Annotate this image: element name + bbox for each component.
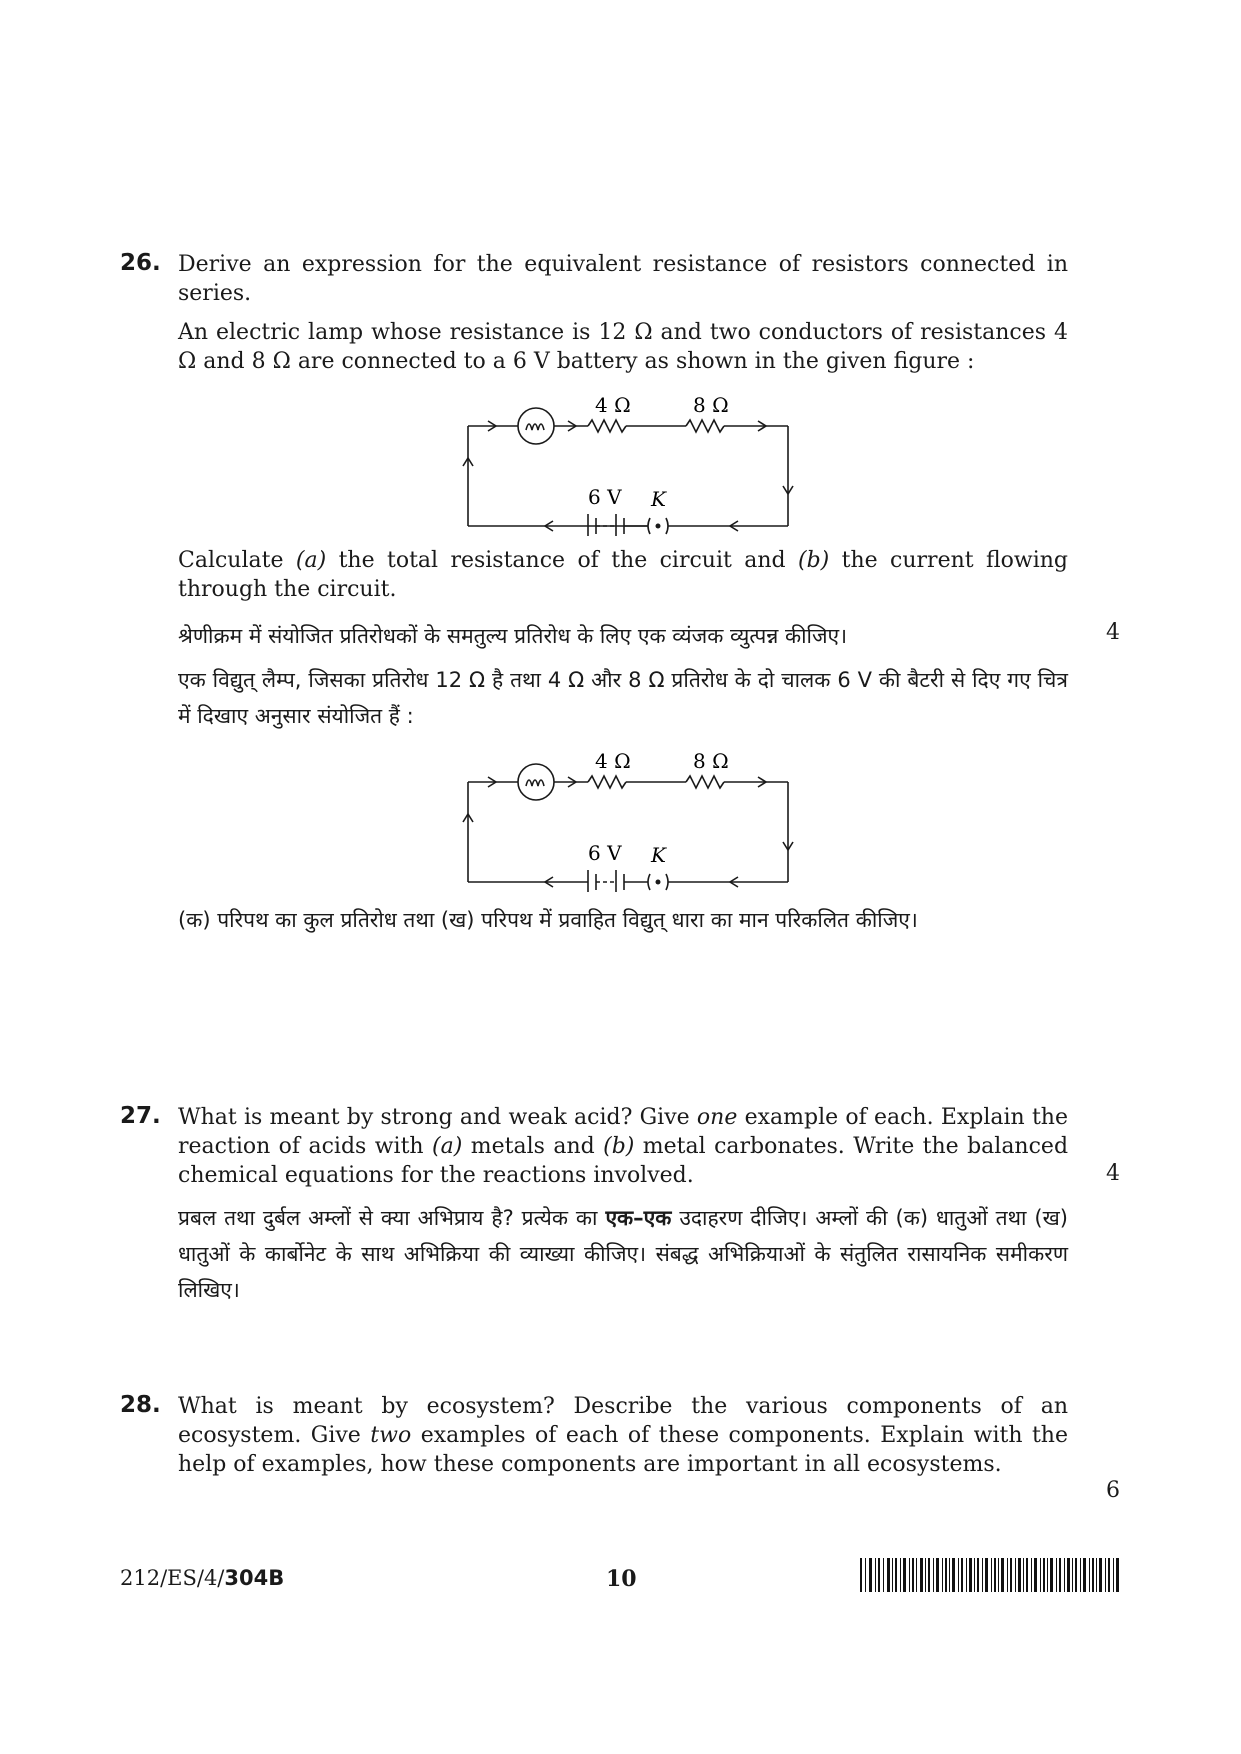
label-key: K xyxy=(651,843,666,867)
question-28 xyxy=(120,1392,1120,1503)
q26-hindi-part1: श्रेणीक्रम में संयोजित प्रतिरोधकों के समतुल्य प्रतिरोध के लिए एक व्यंजक व्युत्पन्न कीजिए। xyxy=(178,624,848,648)
label-4-ohm: 4 Ω xyxy=(595,393,631,417)
label-4-ohm: 4 Ω xyxy=(595,749,631,773)
paper-code: 212/ES/4/304B xyxy=(120,1566,285,1590)
marks-q28: 6 xyxy=(1106,1478,1120,1503)
question-number: 26. xyxy=(120,250,161,276)
question-number: 28. xyxy=(120,1392,161,1418)
q27-english: What is meant by strong and weak acid? Give one example of each. Explain the reaction of acids with (a) metals and (b) metal carbonates. Write the balanced chemical equations for the reactions involved. xyxy=(178,1105,1069,1188)
label-key: K xyxy=(651,487,666,511)
label-8-ohm: 8 Ω xyxy=(693,393,729,417)
question-27 xyxy=(120,1103,1120,1316)
q26-english-part2: An electric lamp whose resistance is 12 Ω and two conductors of resistances 4 Ω and 8 Ω are connected to a 6 V battery as shown in the given figure : xyxy=(178,320,1068,374)
q26-hindi-part3: (क) परिपथ का कुल प्रतिरोध तथा (ख) परिपथ में प्रवाहित विद्युत् धारा का मान परिकलित कीजिए। xyxy=(178,908,918,932)
page-number: 10 xyxy=(606,1566,637,1592)
label-8-ohm: 8 Ω xyxy=(693,749,729,773)
marks-q26: 4 xyxy=(1106,620,1120,645)
marks-q27: 4 xyxy=(1106,1161,1120,1186)
q26-hindi-part2: एक विद्युत् लैम्प, जिसका प्रतिरोध 12 Ω है तथा 4 Ω और 8 Ω प्रतिरोध के दो चालक 6 V की बैटरी से दिए गए चित्र में दिखाए अनुसार संयोजित हैं : xyxy=(178,668,1068,728)
q26-english-calculate: Calculate (a) the total resistance of the circuit and (b) the current flowing through the circuit. xyxy=(178,548,1069,602)
q28-english: What is meant by ecosystem? Describe the various components of an ecosystem. Give two examples of each of these components. Explain with the help of examples, how these components are important in all ecosystems. xyxy=(178,1394,1068,1477)
question-body xyxy=(178,1392,1068,1479)
page-footer xyxy=(120,1566,1120,1606)
circuit-diagram-english xyxy=(448,386,808,536)
q26-english-part1: Derive an expression for the equivalent resistance of resistors connected in series. xyxy=(178,252,1068,306)
q27-hindi: प्रबल तथा दुर्बल अम्लों से क्या अभिप्राय है? प्रत्येक का एक–एक उदाहरण दीजिए। अम्लों की (क) धातुओं तथा (ख) धातुओं के कार्बोनेट के साथ अभिक्रिया की व्याख्या कीजिए। संबद्ध अभिक्रियाओं के संतुलित रासायनिक समीकरण लिखिए। xyxy=(178,1206,1068,1302)
label-6-volt: 6 V xyxy=(588,841,622,865)
label-6-volt: 6 V xyxy=(588,485,622,509)
circuit-diagram-hindi xyxy=(448,742,808,892)
barcode-image xyxy=(860,1558,1120,1592)
question-number: 27. xyxy=(120,1103,161,1129)
question-26 xyxy=(120,250,1120,946)
question-body xyxy=(178,1103,1068,1308)
question-body xyxy=(178,250,1068,938)
